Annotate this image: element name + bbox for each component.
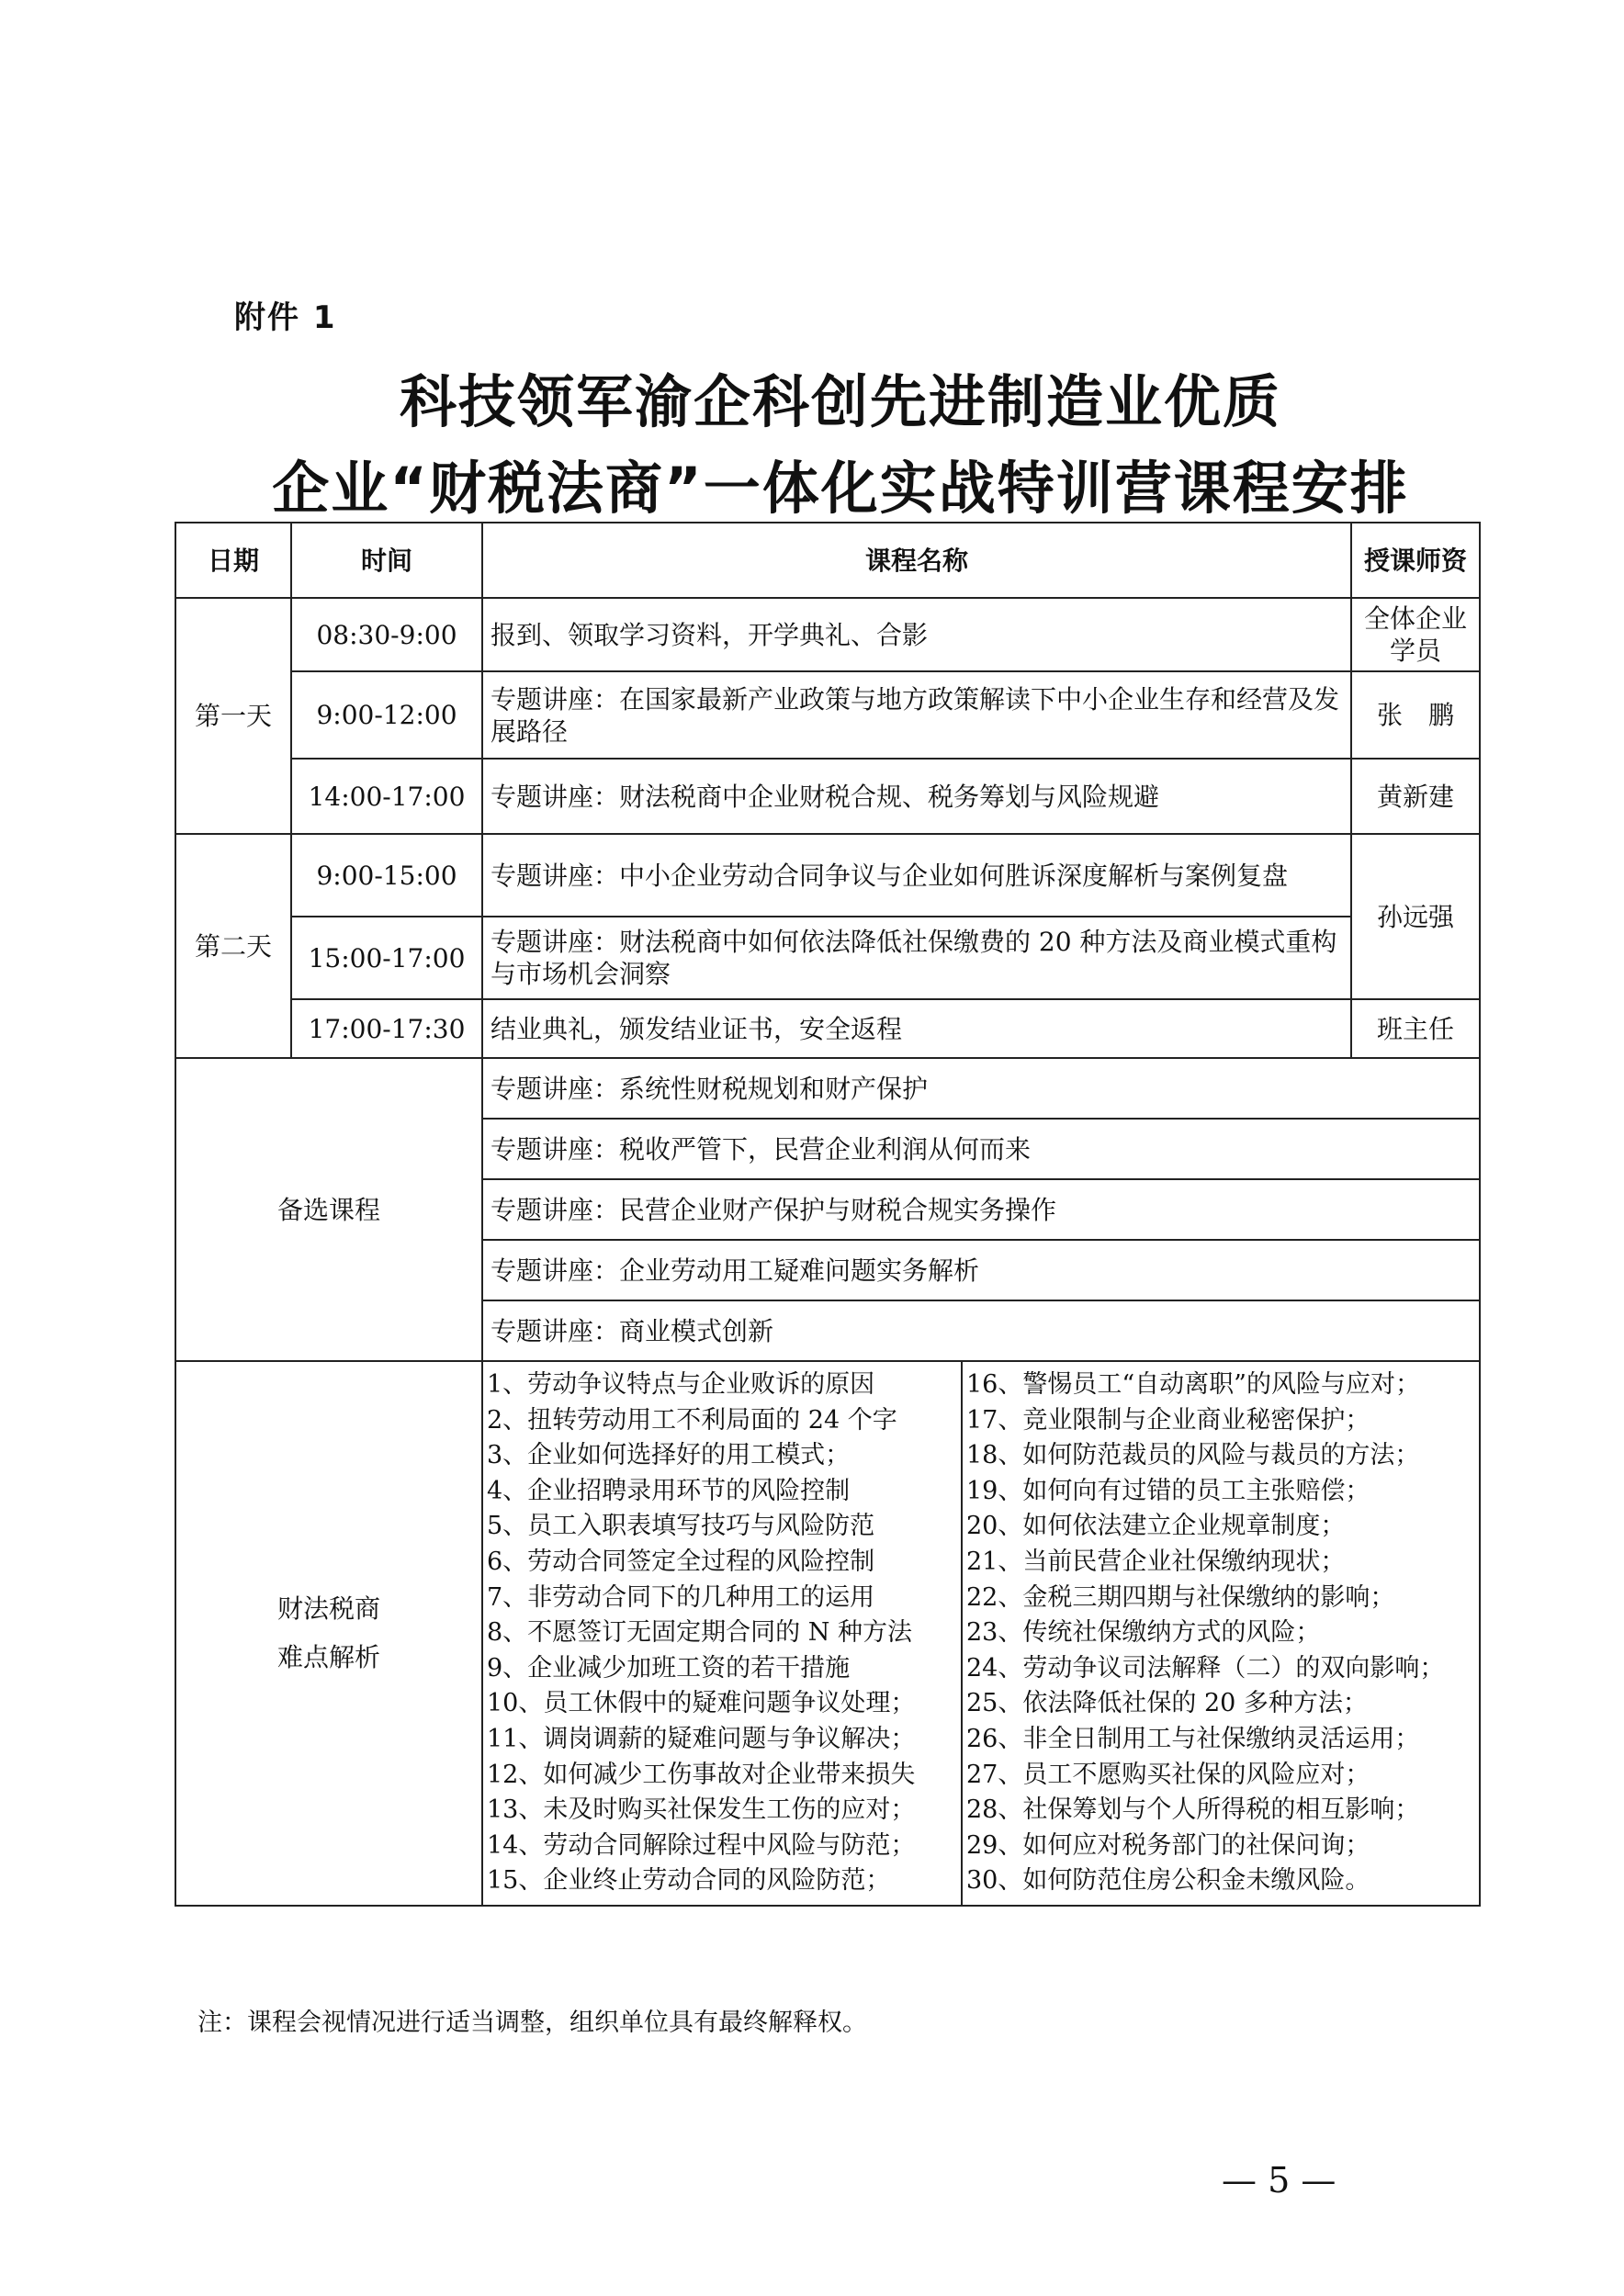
difficulty-item: 5、员工入职表填写技巧与风险防范: [487, 1512, 875, 1541]
difficulty-item: 15、企业终止劳动合同的风险防范；: [487, 1866, 891, 1896]
session-time: 17:00-17:30: [291, 999, 482, 1058]
difficulty-item: 20、如何依法建立企业规章制度；: [966, 1512, 1346, 1541]
difficulty-item: 3、企业如何选择好的用工模式；: [487, 1441, 851, 1470]
elective-course: 专题讲座：商业模式创新: [482, 1300, 1480, 1361]
difficulty-item: 17、竞业限制与企业商业秘密保护；: [966, 1405, 1370, 1435]
day1-label: 第一天: [175, 598, 291, 834]
attachment-label: 附件 1: [234, 299, 337, 336]
table-header-row: [175, 523, 1480, 598]
session-teacher: 张 鹏: [1351, 671, 1480, 759]
difficulty-item: 11、调岗调薪的疑难问题与争议解决；: [487, 1724, 916, 1753]
difficulty-item: 16、警惕员工“自动离职”的风险与应对；: [966, 1370, 1420, 1399]
session-teacher: 黄新建: [1351, 759, 1480, 834]
schedule-table: [175, 522, 1481, 1907]
elective-course: 专题讲座：系统性财税规划和财产保护: [482, 1058, 1480, 1119]
difficulty-item: 9、企业减少加班工资的若干措施: [487, 1653, 851, 1683]
difficulties-right-column: [962, 1361, 1480, 1906]
session-course: 专题讲座：财法税商中企业财税合规、税务筹划与风险规避: [482, 759, 1351, 834]
table-row: [175, 917, 1480, 999]
difficulty-item: 25、依法降低社保的 20 多种方法；: [966, 1689, 1368, 1718]
document-title-line2: 企业“财税法商”一体化实战特训营课程安排: [272, 455, 1409, 522]
difficulties-left-list: [487, 1367, 957, 1899]
table-row: [175, 1361, 1480, 1906]
difficulty-item: 6、劳动合同签定全过程的风险控制: [487, 1547, 875, 1576]
elective-label: 备选课程: [175, 1058, 482, 1361]
session-teacher: 孙远强: [1351, 834, 1480, 999]
difficulty-item: 4、企业招聘录用环节的风险控制: [487, 1476, 851, 1505]
table-row: [175, 759, 1480, 834]
table-row: [175, 999, 1480, 1058]
session-time: 9:00-15:00: [291, 834, 482, 917]
difficulty-item: 27、员工不愿购买社保的风险应对；: [966, 1760, 1370, 1789]
session-teacher: 班主任: [1351, 999, 1480, 1058]
elective-course: 专题讲座：税收严管下，民营企业利润从何而来: [482, 1119, 1480, 1179]
difficulty-item: 24、劳动争议司法解释（二）的双向影响；: [966, 1653, 1445, 1683]
session-course: 专题讲座：在国家最新产业政策与地方政策解读下中小企业生存和经营及发展路径: [482, 671, 1351, 759]
difficulty-item: 21、当前民营企业社保缴纳现状；: [966, 1547, 1346, 1576]
difficulties-left-column: [482, 1361, 962, 1906]
header-teacher: 授课师资: [1351, 523, 1480, 598]
table-row: [175, 598, 1480, 671]
elective-course: 专题讲座：民营企业财产保护与财税合规实务操作: [482, 1179, 1480, 1240]
difficulties-label-line2: 难点解析: [276, 1642, 380, 1673]
session-time: 9:00-12:00: [291, 671, 482, 759]
elective-course: 专题讲座：企业劳动用工疑难问题实务解析: [482, 1240, 1480, 1300]
document-title-line1: 科技领军渝企科创先进制造业优质: [399, 368, 1281, 435]
difficulty-item: 26、非全日制用工与社保缴纳灵活运用；: [966, 1724, 1420, 1753]
header-time: 时间: [291, 523, 482, 598]
difficulty-item: 12、如何减少工伤事故对企业带来损失: [487, 1760, 916, 1789]
header-course: 课程名称: [482, 523, 1351, 598]
session-course: 报到、领取学习资料，开学典礼、合影: [482, 598, 1351, 671]
header-date: 日期: [175, 523, 291, 598]
difficulty-item: 14、劳动合同解除过程中风险与防范；: [487, 1830, 916, 1860]
session-course: 专题讲座：财法税商中如何依法降低社保缴费的 20 种方法及商业模式重构与市场机会洞察: [482, 917, 1351, 999]
difficulty-item: 1、劳动争议特点与企业败诉的原因: [487, 1370, 875, 1399]
session-time: 14:00-17:00: [291, 759, 482, 834]
difficulty-item: 7、非劳动合同下的几种用工的运用: [487, 1582, 875, 1612]
page-number: — 5 —: [1222, 2160, 1336, 2200]
difficulties-label-line1: 财法税商: [276, 1593, 380, 1625]
difficulty-item: 18、如何防范裁员的风险与裁员的方法；: [966, 1441, 1420, 1470]
day2-label: 第二天: [175, 834, 291, 1058]
table-row: [175, 1058, 1480, 1119]
difficulty-item: 2、扭转劳动用工不利局面的 24 个字: [487, 1405, 897, 1435]
difficulty-item: 29、如何应对税务部门的社保问询；: [966, 1830, 1370, 1860]
difficulty-item: 28、社保筹划与个人所得税的相互影响；: [966, 1795, 1420, 1825]
difficulty-item: 8、不愿签订无固定期合同的 N 种方法: [487, 1618, 912, 1648]
difficulty-item: 13、未及时购买社保发生工伤的应对；: [487, 1795, 916, 1825]
session-course: 结业典礼，颁发结业证书，安全返程: [482, 999, 1351, 1058]
session-time: 08:30-9:00: [291, 598, 482, 671]
session-teacher: 全体企业学员: [1351, 598, 1480, 671]
difficulties-label: [175, 1361, 482, 1906]
footnote: 注：课程会视情况进行适当调整，组织单位具有最终解释权。: [197, 2009, 867, 2037]
table-row: [175, 834, 1480, 917]
difficulties-right-list: [966, 1367, 1475, 1899]
difficulty-item: 23、传统社保缴纳方式的风险；: [966, 1618, 1321, 1648]
difficulty-item: 19、如何向有过错的员工主张赔偿；: [966, 1476, 1370, 1505]
difficulty-item: 22、金税三期四期与社保缴纳的影响；: [966, 1582, 1395, 1612]
session-time: 15:00-17:00: [291, 917, 482, 999]
session-course: 专题讲座：中小企业劳动合同争议与企业如何胜诉深度解析与案例复盘: [482, 834, 1351, 917]
difficulty-item: 30、如何防范住房公积金未缴风险。: [966, 1866, 1370, 1896]
table-row: [175, 671, 1480, 759]
difficulty-item: 10、员工休假中的疑难问题争议处理；: [487, 1689, 916, 1718]
